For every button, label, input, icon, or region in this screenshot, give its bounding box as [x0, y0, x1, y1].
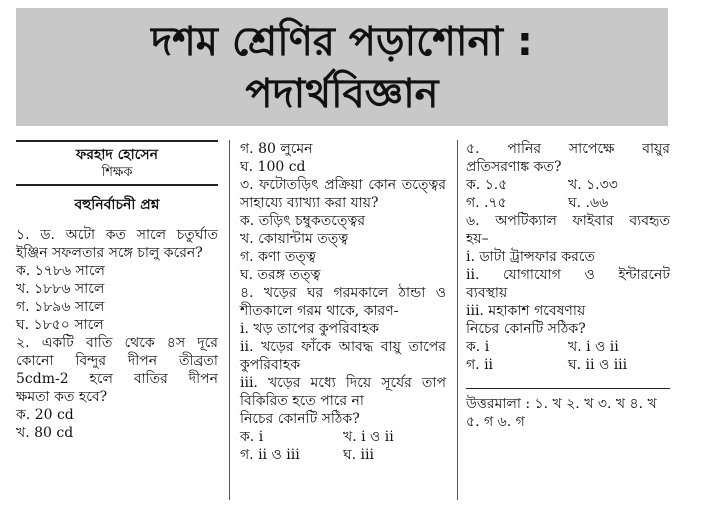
option: খ. ১.৩৩: [568, 177, 618, 193]
option: ক. 20 cd: [16, 407, 74, 423]
option: ক. i: [466, 339, 490, 355]
question-text: সাহায্যে ব্যাখ্যা করা যায়?: [240, 195, 379, 211]
question-text: 5cdm-2 হলে বাতির দীপন: [16, 371, 218, 387]
question-text: ইঞ্জিন সফলতার সঙ্গে চালু করেন?: [16, 245, 203, 261]
option: গ. ii ও iii: [240, 447, 300, 463]
option: ক. ১.৫: [466, 177, 508, 193]
question-5: [466, 140, 670, 212]
question-3: [240, 176, 446, 284]
author-box: [16, 140, 218, 186]
option-row: [466, 356, 670, 374]
option: ঘ. তরঙ্গ তত্ত্ব: [240, 267, 321, 283]
option: গ. .৭৫: [466, 195, 507, 211]
page-title-line1: দশম শ্রেণির পড়াশোনা :: [151, 19, 533, 65]
answer-key-line: ৫. গ ৬. গ: [466, 414, 525, 430]
option: খ. কোয়ান্টাম তত্ত্ব: [240, 231, 349, 247]
option: খ. 80 cd: [16, 425, 74, 441]
author-name: ফরহাদ হোসেন: [76, 147, 158, 163]
question-text: ২. একটি বাতি থেকে ৪স দূরে: [16, 335, 218, 351]
option: গ. ii: [466, 357, 494, 373]
question-text: প্রতিসরণাঙ্ক কত?: [466, 159, 562, 175]
section-title: বহুনির্বাচনী প্রশ্ন: [74, 197, 160, 213]
option: ঘ. ১৮৫০ সালে: [16, 317, 104, 333]
question-6: [466, 212, 670, 374]
option: গ. 80 লুমেন: [240, 141, 313, 157]
question-text: ৩. ফটোতড়িৎ প্রক্রিয়া কোন তত্ত্বের: [240, 177, 446, 193]
question-text: ১. ড. অটো কত সালে চতুর্ঘাত: [16, 227, 218, 243]
question-1: [16, 226, 218, 334]
answer-key: [466, 388, 670, 431]
statement: iii. মহাকাশ গবেষণায়: [466, 303, 586, 319]
option: ঘ. .৬৬: [568, 195, 609, 211]
option: ক. ১৭৮৬ সালে: [16, 263, 105, 279]
statement: iii. খড়ের মধ্যে দিয়ে সূর্যের তাপ: [240, 375, 446, 391]
statement: ii. যোগাযোগ ও ইন্টারনেট: [466, 267, 670, 283]
option-row: [466, 194, 670, 212]
option: গ. ১৮৯৬ সালে: [16, 299, 105, 315]
question-text: ৪. খড়ের ঘর গরমকালে ঠান্ডা ও: [240, 285, 446, 301]
column-2: [240, 140, 446, 464]
author-role: শিক্ষক: [101, 165, 133, 180]
title-banner: [16, 8, 668, 126]
option: ঘ. iii: [343, 447, 374, 463]
statement: i. খড় তাপের কুপরিবাহক: [240, 321, 379, 337]
option-row: [240, 446, 446, 464]
option: গ. কণা তত্ত্ব: [240, 249, 316, 265]
question-4: [240, 284, 446, 464]
option: ক. i: [240, 429, 264, 445]
question-text: ৫. পানির সাপেক্ষে বায়ুর: [466, 141, 670, 157]
question-text: ক্ষমতা কত হবে?: [16, 389, 108, 405]
option: ঘ. 100 cd: [240, 159, 306, 175]
question-text: শীতকালে গরম থাকে, কারণ-: [240, 303, 399, 319]
option: ক. তড়িৎ চম্বুকতত্ত্বের: [240, 213, 366, 229]
question-text: হয়–: [466, 231, 489, 247]
column-3: [466, 140, 670, 431]
option-row: [240, 428, 446, 446]
question-ask: নিচের কোনটি সঠিক?: [466, 321, 586, 337]
column-divider-2: [457, 140, 458, 500]
question-ask: নিচের কোনটি সঠিক?: [240, 411, 360, 427]
question-2: [16, 334, 218, 442]
column-divider-1: [229, 140, 230, 500]
option: ঘ. ii ও iii: [568, 357, 628, 373]
answer-key-line: উত্তরমালা : ১. খ ২. খ ৩. খ ৪. খ: [466, 396, 657, 412]
option: খ. i ও ii: [568, 339, 619, 355]
statement: কুপরিবাহক: [240, 357, 301, 373]
page-title-line2: পদার্থবিজ্ঞান: [245, 71, 439, 117]
question-text: কোনো বিন্দুর দীপন তীব্রতা: [16, 353, 218, 369]
statement: বিকিরিত হতে পারে না: [240, 393, 364, 409]
question-text: ৬. অপটিক্যাল ফাইবার ব্যবহৃত: [466, 213, 670, 229]
option: খ. ১৮৮৬ সালে: [16, 281, 105, 297]
option-row: [466, 176, 670, 194]
option-row: [466, 338, 670, 356]
option: খ. i ও ii: [343, 429, 394, 445]
statement: ব্যবস্থায়: [466, 285, 508, 301]
column-1: [16, 140, 218, 442]
statement: i. ডাটা ট্রান্সফার করতে: [466, 249, 595, 265]
statement: ii. খড়ের ফাঁকে আবদ্ধ বায়ু তাপের: [240, 339, 446, 355]
